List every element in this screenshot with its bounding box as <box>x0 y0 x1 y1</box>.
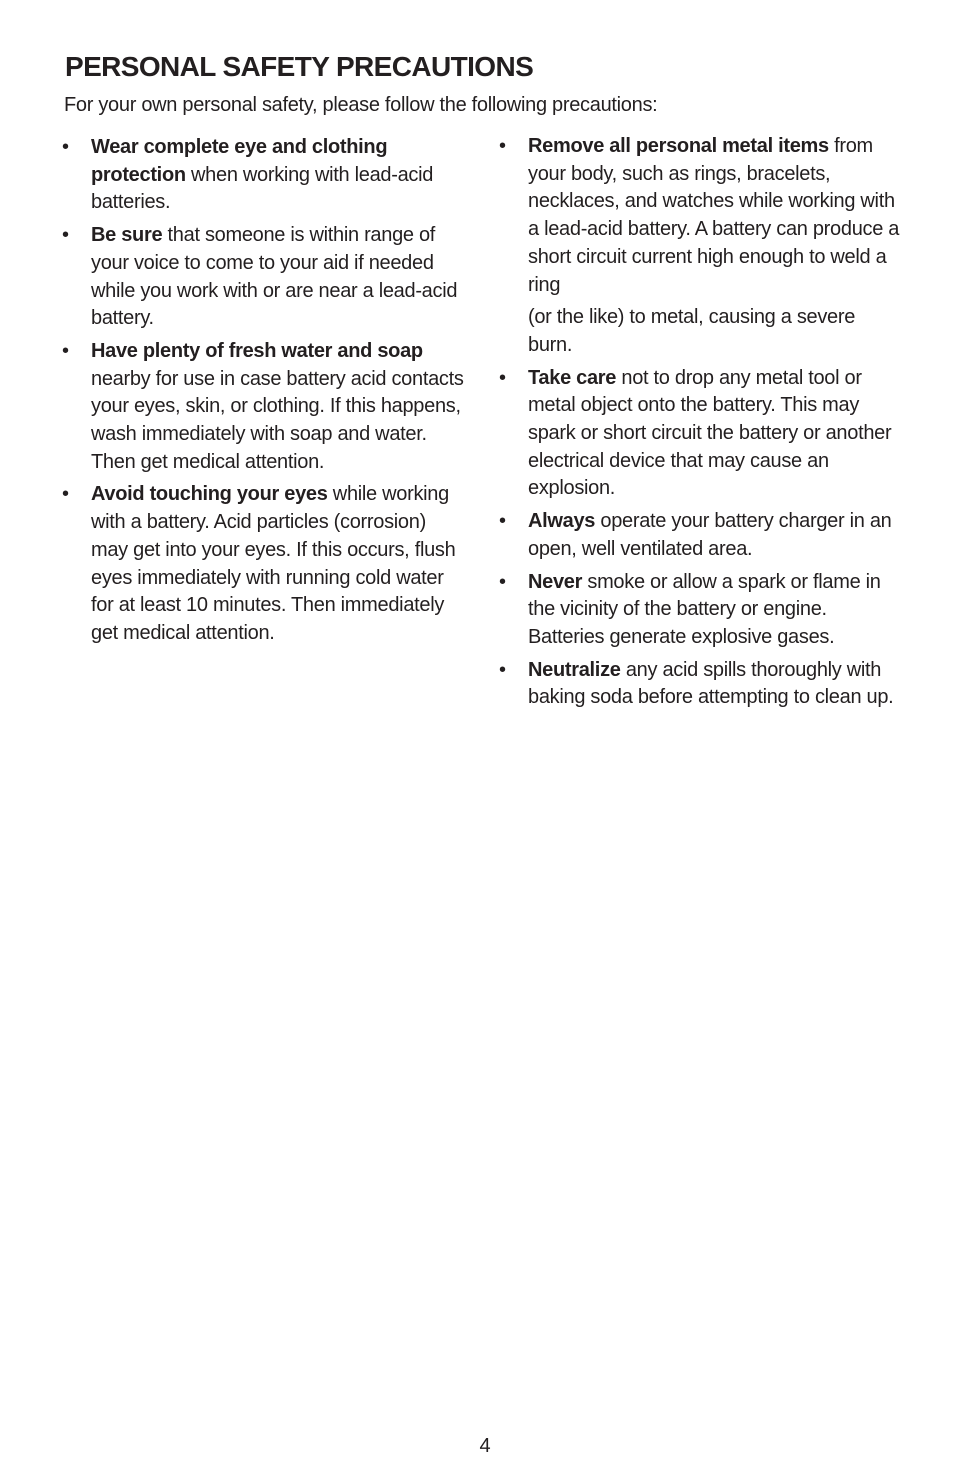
precaution-lead: Always <box>528 510 596 533</box>
bullet-icon: • <box>499 510 506 533</box>
bullet-icon: • <box>62 136 69 158</box>
precaution-lead: Be sure <box>91 224 163 247</box>
precaution-never <box>499 569 901 652</box>
page-title: PERSONAL SAFETY PRECAUTIONS <box>65 51 534 82</box>
precautions-right-column <box>499 133 901 717</box>
precaution-lead: Wear complete eye and clothing protection <box>91 136 388 186</box>
precaution-body: nearby for use in case battery acid contacts your eyes, skin, or clothing. If this happens, wash immediately with soap and water. Then get medical attention. <box>91 367 464 473</box>
precaution-take-care <box>499 365 901 504</box>
precaution-body: when working with lead-acid batteries. <box>91 163 434 214</box>
precaution-text <box>528 569 901 652</box>
precaution-text <box>91 134 464 217</box>
precautions-left-column <box>62 134 464 653</box>
precaution-body: operate your battery charger in an open, well ventilated area. <box>528 510 892 560</box>
precaution-body: that someone is within range of your voice to come to your aid if needed while you work with or are near a lead-acid battery. <box>91 224 458 330</box>
precaution-lead: Never <box>528 570 583 593</box>
precaution-text <box>528 133 901 299</box>
precaution-body: smoke or allow a spark or flame in the vicinity of the battery or engine. Batteries generate explosive gases. <box>528 570 881 648</box>
precaution-body: not to drop any metal tool or metal object onto the battery. This may spark or short circuit the battery or another electrical device that may cause an explosion. <box>528 366 892 500</box>
bullet-icon: • <box>499 366 506 389</box>
precaution-text <box>91 338 464 477</box>
bullet-icon: • <box>62 483 69 506</box>
precaution-text <box>528 657 901 712</box>
precaution-lead: Neutralize <box>528 658 621 681</box>
precaution-lead: Remove all personal metal items <box>528 135 829 157</box>
precaution-body: any acid spills thoroughly with baking soda before attempting to clean up. <box>528 658 894 709</box>
precaution-body: from your body, such as rings, bracelets, necklaces, and watches while working with a lead-acid battery. A battery can produce a short circuit current high enough to weld a ring <box>528 135 900 296</box>
precaution-lead: Avoid touching your eyes <box>91 483 328 506</box>
precaution-remove-metal-items <box>499 133 901 360</box>
precaution-text <box>91 481 464 647</box>
precaution-be-sure <box>62 222 464 333</box>
precaution-eye-clothing-protection <box>62 134 464 217</box>
bullet-icon: • <box>499 570 506 593</box>
page-number: 4 <box>479 1435 491 1457</box>
precaution-lead: Take care <box>528 366 617 389</box>
bullet-icon: • <box>499 135 506 157</box>
precaution-lead: Have plenty of fresh water and soap <box>91 339 423 362</box>
bullet-icon: • <box>499 658 506 681</box>
precaution-avoid-touching-eyes <box>62 481 464 647</box>
precaution-always <box>499 508 901 563</box>
precaution-continuation: (or the like) to metal, causing a severe burn. <box>528 306 856 356</box>
precaution-body: while working with a battery. Acid particles (corrosion) may get into your eyes. If this occurs, flush eyes immediately with running cold water for at least 10 minutes. Then immediately get medical attention. <box>91 483 456 644</box>
precaution-text <box>528 508 901 563</box>
bullet-icon: • <box>62 224 69 247</box>
precaution-text <box>528 365 901 504</box>
intro-text: For your own personal safety, please follow the following precautions: <box>64 94 658 116</box>
bullet-icon: • <box>62 339 69 362</box>
precaution-text <box>91 222 464 333</box>
precaution-neutralize <box>499 657 901 712</box>
precaution-water-and-soap <box>62 338 464 477</box>
